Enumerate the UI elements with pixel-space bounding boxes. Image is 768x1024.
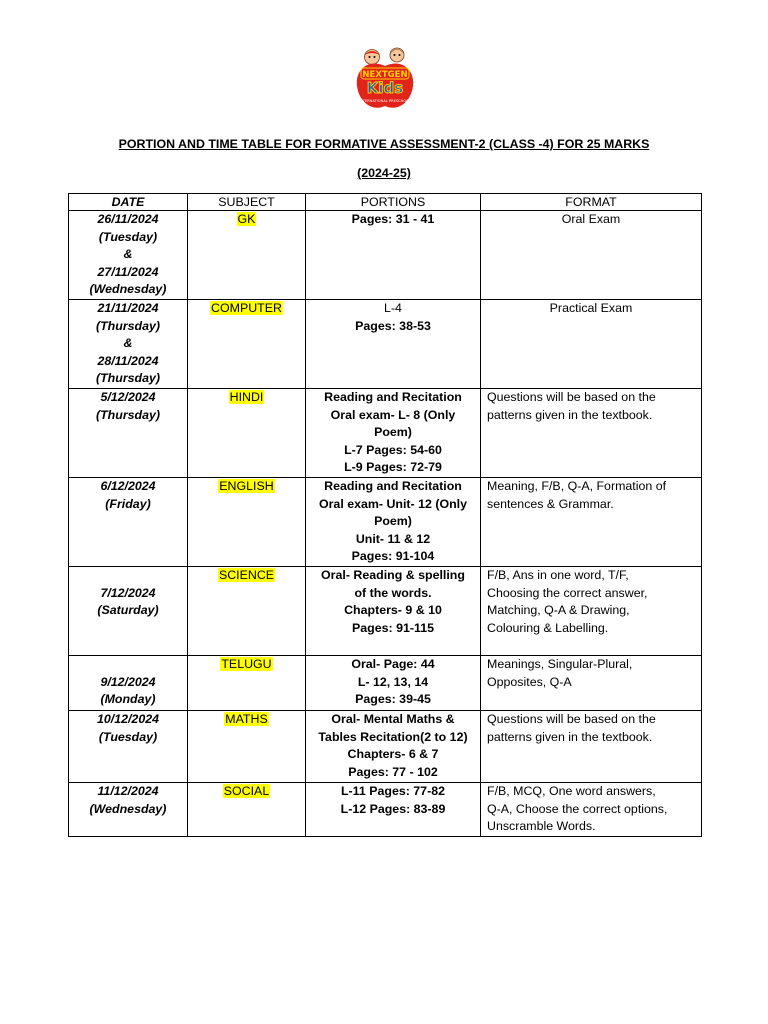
- format-cell: Meanings, Singular-Plural, Opposites, Q-A: [481, 656, 702, 711]
- date-cell: 11/12/2024 (Wednesday): [69, 783, 188, 837]
- subject-cell: [188, 656, 306, 711]
- subject-cell: [188, 300, 306, 389]
- column-header-subject: SUBJECT: [188, 194, 306, 211]
- table-row: [69, 211, 702, 300]
- format-cell: Questions will be based on the patterns given in the textbook.: [481, 711, 702, 783]
- subject-label: ENGLISH: [219, 479, 274, 493]
- column-header-format: FORMAT: [481, 194, 702, 211]
- date-cell: 6/12/2024 (Friday): [69, 478, 188, 567]
- date-cell: 9/12/2024 (Monday): [69, 656, 188, 711]
- subject-label: SCIENCE: [218, 568, 275, 582]
- logo-tagline: INTERNATIONAL PRESCHOOL: [358, 99, 412, 103]
- subject-cell: [188, 711, 306, 783]
- portions-cell: Reading and Recitation Oral exam- L- 8 (Only Poem) L-7 Pages: 54-60 L-9 Pages: 72-79: [306, 389, 481, 478]
- portions-cell: L-4 Pages: 38-53: [306, 300, 481, 389]
- format-cell: F/B, MCQ, One word answers, Q-A, Choose the correct options, Unscramble Words.: [481, 783, 702, 837]
- portions-cell: Pages: 31 - 41: [306, 211, 481, 300]
- portions-cell: Oral- Mental Maths & Tables Recitation(2 to 12) Chapters- 6 & 7 Pages: 77 - 102: [306, 711, 481, 783]
- column-header-portions: PORTIONS: [306, 194, 481, 211]
- format-cell: Questions will be based on the patterns given in the textbook.: [481, 389, 702, 478]
- portions-cell: L-11 Pages: 77-82 L-12 Pages: 83-89: [306, 783, 481, 837]
- table-row: [69, 389, 702, 478]
- date-cell: 5/12/2024 (Thursday): [69, 389, 188, 478]
- subject-label: TELUGU: [221, 657, 272, 671]
- page-title: PORTION AND TIME TABLE FOR FORMATIVE ASSESSMENT-2 (CLASS -4) FOR 25 MARKS: [118, 137, 650, 151]
- timetable-header-row: [69, 194, 702, 211]
- date-cell: 7/12/2024 (Saturday): [69, 567, 188, 656]
- column-header-date: DATE: [69, 194, 188, 211]
- subject-cell: [188, 783, 306, 837]
- logo-brand-main: Kids: [366, 79, 404, 97]
- table-row: [69, 711, 702, 783]
- table-row: [69, 567, 702, 656]
- subject-label: COMPUTER: [211, 301, 282, 315]
- subject-label: GK: [237, 212, 256, 226]
- subject-label: HINDI: [229, 390, 264, 404]
- logo-brand-top: NEXTGEN: [362, 70, 408, 80]
- subject-label: MATHS: [225, 712, 268, 726]
- date-cell: 10/12/2024 (Tuesday): [69, 711, 188, 783]
- portions-cell: Reading and Recitation Oral exam- Unit- 12 (Only Poem) Unit- 11 & 12 Pages: 91-104: [306, 478, 481, 567]
- subject-cell: [188, 567, 306, 656]
- date-cell: 21/11/2024 (Thursday) & 28/11/2024 (Thursday): [69, 300, 188, 389]
- subject-label: SOCIAL: [223, 784, 270, 798]
- format-cell: Meaning, F/B, Q-A, Formation of sentences & Grammar.: [481, 478, 702, 567]
- page-year: (2024-25): [357, 166, 411, 180]
- table-row: [69, 300, 702, 389]
- subject-cell: [188, 389, 306, 478]
- format-cell: Practical Exam: [481, 300, 702, 389]
- date-cell: 26/11/2024 (Tuesday) & 27/11/2024 (Wednesday): [69, 211, 188, 300]
- subject-cell: [188, 211, 306, 300]
- portions-cell: Oral- Page: 44 L- 12, 13, 14 Pages: 39-45: [306, 656, 481, 711]
- format-cell: Oral Exam: [481, 211, 702, 300]
- subject-cell: [188, 478, 306, 567]
- timetable: [68, 193, 702, 837]
- table-row: [69, 656, 702, 711]
- table-row: [69, 783, 702, 837]
- format-cell: F/B, Ans in one word, T/F, Choosing the correct answer, Matching, Q-A & Drawing, Colouring & Labelling.: [481, 567, 702, 656]
- nextgen-kids-logo: [352, 46, 418, 112]
- table-row: [69, 478, 702, 567]
- portions-cell: Oral- Reading & spelling of the words. Chapters- 9 & 10 Pages: 91-115: [306, 567, 481, 656]
